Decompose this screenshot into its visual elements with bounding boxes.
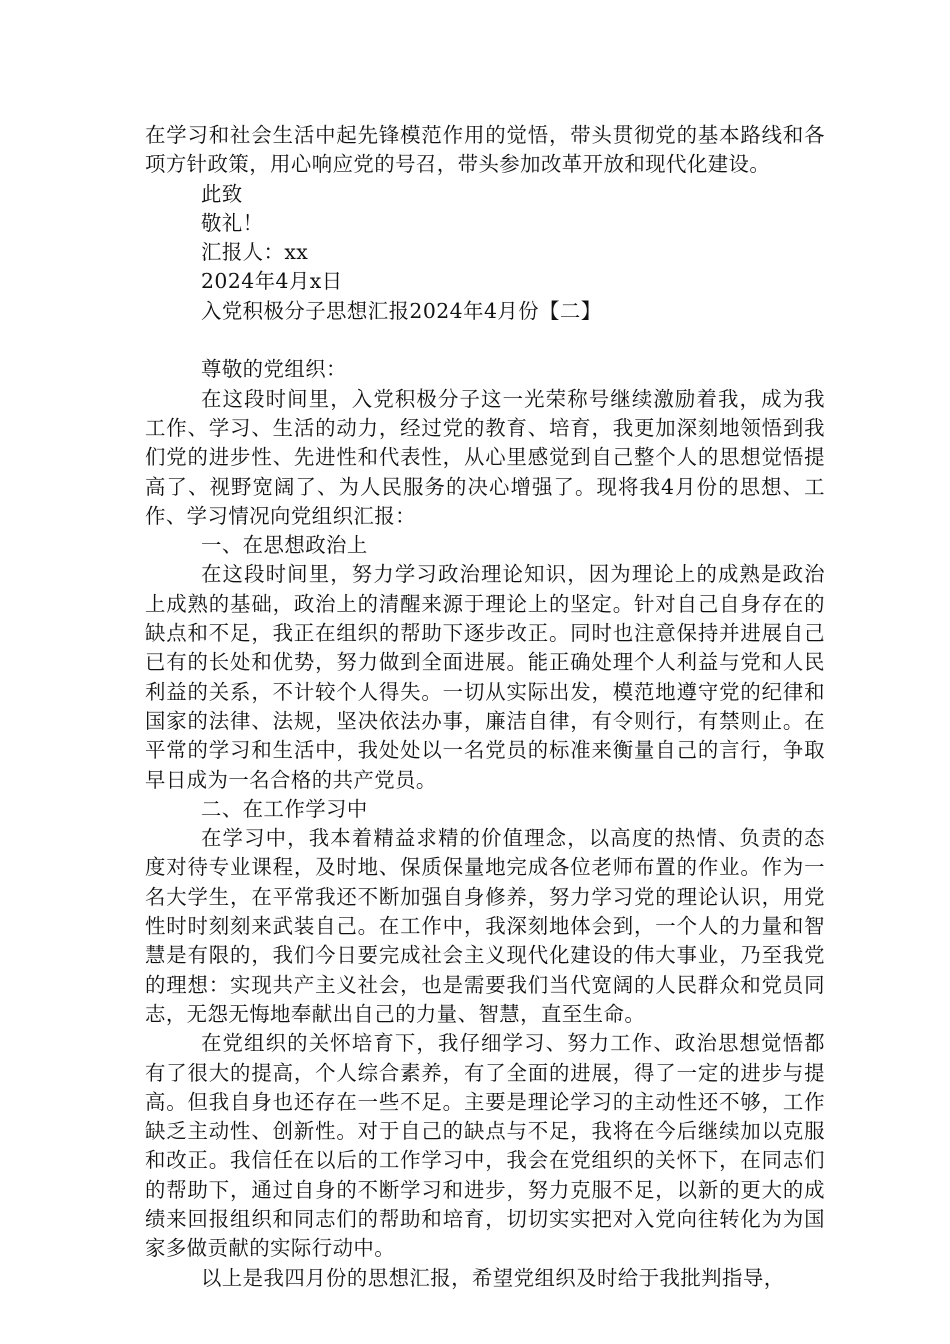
closing-salute: 敬礼！ (201, 210, 264, 235)
heading-ideology: 一、在思想政治上 (201, 533, 368, 558)
paragraph-conclusion: 以上是我四月份的思想汇报，希望党组织及时给于我批判指导， (201, 1265, 785, 1290)
paragraph-study: 在学习中，我本着精益求精的价值理念，以高度的热情、负责的态度对待专业课程，及时地、保质保量地完成各位老师布置的作业。作为一名大学生，在平常我还不断加强自身修养，努力学习党的理论认识，用党性时时刻刻来武装自己。在工作中，我深刻地体会到，一个人的力量和智慧是有限的，我们今日要完成社会主义现代化建设的伟大事业，乃至我党的理想：实现共产主义社会，也是需要我们当代宽阔的人民群众和党员同志，无怨无悔地奉献出自己的力量、智慧，直至生命。 (145, 826, 825, 1026)
salutation: 尊敬的党组织： (201, 357, 347, 382)
paragraph-ideology: 在这段时间里，努力学习政治理论知识，因为理论上的成熟是政治上成熟的基础，政治上的清醒来源于理论上的坚定。针对自己自身存在的缺点和不足，我正在组织的帮助下逐步改正。同时也注意保持并进展自己已有的长处和优势，努力做到全面进展。能正确处理个人利益与党和人民利益的关系，不计较个人得失。一切从实际出发，模范地遵守党的纪律和国家的法律、法规，坚决依法办事，廉洁自律，有令则行，有禁则止。在平常的学习和生活中，我处处以一名党员的标准来衡量自己的言行，争取早日成为一名合格的共产党员。 (145, 562, 825, 792)
report-date: 2024年4月x日 (201, 269, 343, 294)
heading-work-study: 二、在工作学习中 (201, 796, 368, 821)
blank-line (145, 326, 825, 355)
reporter-name: 汇报人：xx (201, 240, 309, 265)
paragraph-intro: 在这段时间里，入党积极分子这一光荣称号继续激励着我，成为我工作、学习、生活的动力，经过党的教育、培育，我更加深刻地领悟到我们党的进步性、先进性和代表性，从心里感觉到自己整个人的思想觉悟提高了、视野宽阔了、为人民服务的决心增强了。现将我4月份的思想、工作、学习情况向党组织汇报： (145, 386, 825, 528)
document-body (145, 121, 825, 1293)
paragraph-continuation: 在学习和社会生活中起先锋模范作用的觉悟，带头贯彻党的基本路线和各项方针政策，用心响应党的号召，带头参加改革开放和现代化建设。 (145, 123, 825, 177)
closing-greeting: 此致 (201, 181, 243, 206)
paragraph-growth: 在党组织的关怀培育下，我仔细学习、努力工作、政治思想觉悟都有了很大的提高，个人综合素养，有了全面的进展，得了一定的进步与提高。但我自身也还存在一些不足。主要是理论学习的主动性还不够，工作缺乏主动性、创新性。对于自己的缺点与不足，我将在今后继续加以克服和改正。我信任在以后的工作学习中，我会在党组织的关怀下，在同志们的帮助下，通过自身的不断学习和进步，努力克服不足，以新的更大的成绩来回报组织和同志们的帮助和培育，切切实实把对入党向往转化为为国家多做贡献的实际行动中。 (145, 1031, 825, 1261)
section-title: 入党积极分子思想汇报2024年4月份【二】 (201, 298, 602, 323)
